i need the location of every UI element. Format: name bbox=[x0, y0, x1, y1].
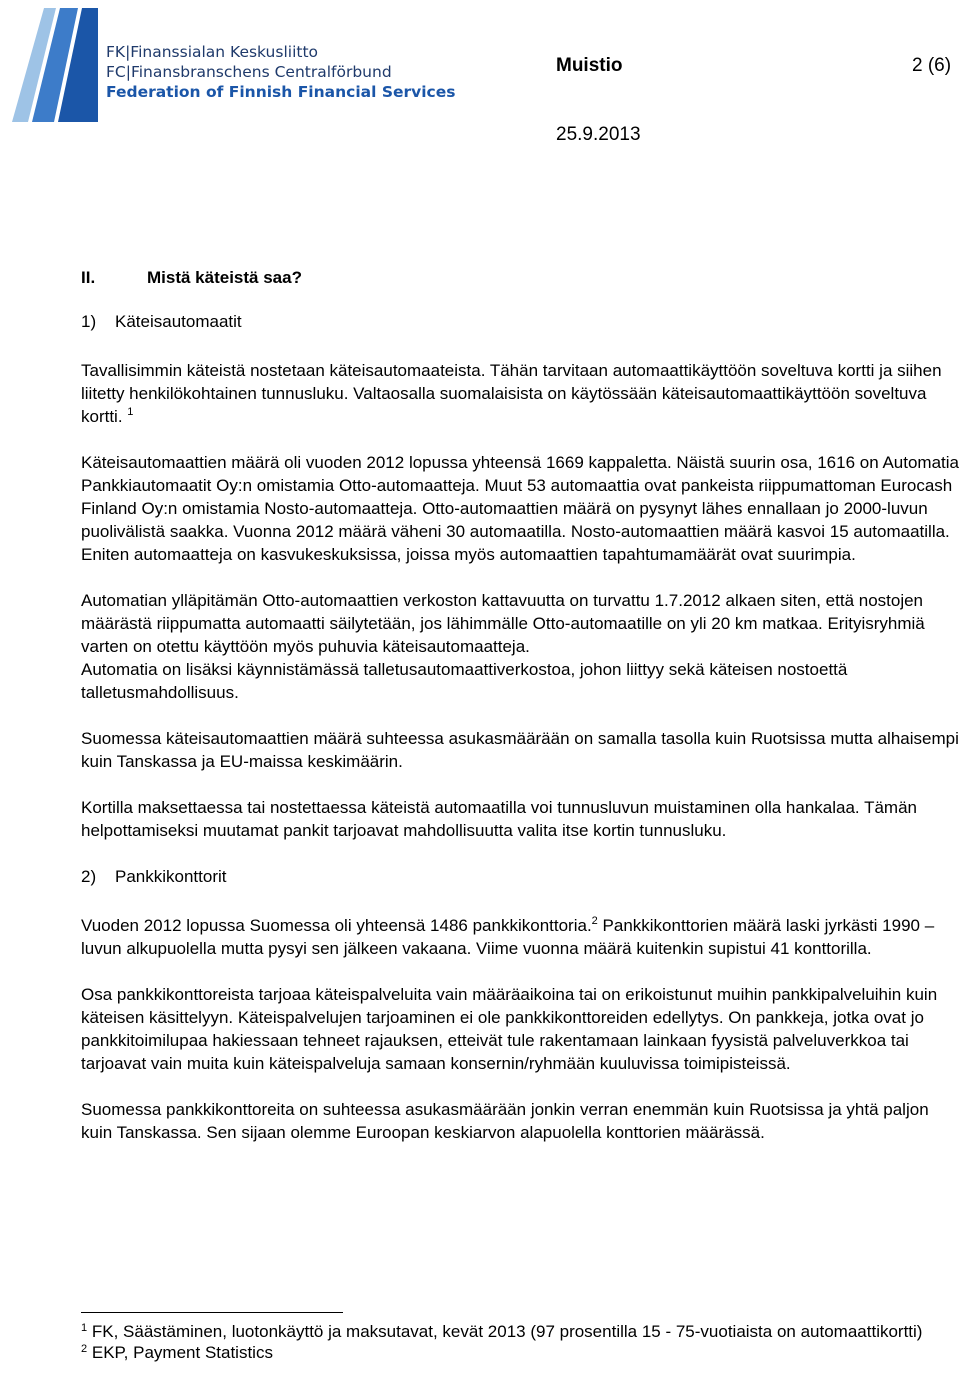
footnote-text: FK, Säästäminen, luotonkäyttö ja maksutavat, kevät 2013 (97 prosentilla 15 - 75-vuotiaista on automaattikortti) bbox=[91, 1322, 923, 1341]
footnotes bbox=[81, 1321, 941, 1363]
subsection-number: 2) bbox=[81, 867, 97, 886]
paragraph-text: Tavallisimmin käteistä nostetaan käteisautomaateista. Tähän tarvitaan automaattikäyttöön soveltuva kortti ja siihen liitetty henkilökohtainen tunnusluku. Valtaosalla suomalaisista on käytössään käteisautomaattikäyttöön soveltuva kortti. bbox=[81, 361, 942, 426]
section-title: Mistä käteistä saa? bbox=[147, 268, 302, 287]
paragraph: Automatian ylläpitämän Otto-automaattien verkoston kattavuutta on turvattu 1.7.2012 alkaen siten, että nostojen määrästä riippumatta automaatti säilytetään, jos lähimmälle Otto-automaatille on yli 20 km matkaa. Erityisryhmiä varten on otettu käyttöön myös puhuvia käteisautomaatteja. bbox=[81, 591, 925, 656]
org-name-swedish: FC|Finansbranschens Centralförbund bbox=[106, 63, 392, 81]
subsection-title: Pankkikonttorit bbox=[115, 867, 227, 886]
paragraph: Käteisautomaattien määrä oli vuoden 2012 lopussa yhteensä 1669 kappaletta. Näistä suurin osa, 1616 on Automatia Pankkiautomaatit Oy:n omistamia Otto-automaatteja. Muut 53 automaattia ovat pankeista riippumattoman Eurocash Finland Oy:n omistamia Nosto-automaatteja. Otto-automaattien määrä on pysynyt lähes ennallaan jo 2000-luvun puolivälistä saakka. Vuonna 2012 määrä väheni 30 automaatilla. Nosto-automaattien määrä kasvoi 15 automaatilla. Eniten automaatteja on kasvukeskuksissa, joissa myös automaattien tapahtumamäärät ovat suurimpia. bbox=[81, 453, 959, 564]
footnote-text: EKP, Payment Statistics bbox=[91, 1343, 273, 1362]
paragraph-text: Pankkikonttorien määrä laski jyrkästi 1990 –luvun alkupuolella mutta pysyi sen jälkeen vakaana. Viime vuonna määrä kuitenkin supistui 41 konttorilla. bbox=[81, 916, 935, 958]
document-body bbox=[81, 266, 960, 1144]
paragraph bbox=[81, 359, 960, 428]
footnote bbox=[81, 1321, 941, 1342]
subsection-number: 1) bbox=[81, 312, 97, 331]
paragraph: Osa pankkikonttoreista tarjoaa käteispalveluita vain määräaikoina tai on erikoistunut muihin pankkipalveluihin kuin käteisen käsittelyyn. Käteispalvelujen tarjoaminen ei ole pankkikonttoreiden edellytys. On pankkeja, jotka ovat jo pankkitoimilupaa hakiessaan tehneet rajauksen, etteivät tule rakentamaan lainkaan fyysistä palveluverkkoa tai tarjoavat vain muita kuin käteispalveluja samaan konsernin/ryhmään kuuluvissa toimipisteissä. bbox=[81, 985, 938, 1073]
organization-name bbox=[106, 42, 455, 102]
fk-logo-icon bbox=[4, 6, 100, 124]
document-date: 25.9.2013 bbox=[556, 124, 641, 145]
paragraph: Automatia on lisäksi käynnistämässä talletusautomaattiverkostoa, johon liittyy sekä käteisen nostoettä talletusmahdollisuus. bbox=[81, 660, 848, 702]
document-type: Muistio bbox=[556, 55, 623, 76]
footnote-mark: 2 bbox=[81, 1343, 88, 1355]
footnote-mark: 1 bbox=[81, 1322, 88, 1334]
subsection-title: Käteisautomaatit bbox=[115, 312, 242, 331]
subsection-heading-branches bbox=[81, 865, 960, 888]
paragraph: Suomessa pankkikonttoreita on suhteessa asukasmäärään jonkin verran enemmän kuin Ruotsissa ja yhtä paljon kuin Tanskassa. Sen sijaan olemme Euroopan keskiarvon alapuolella konttorien määrässä. bbox=[81, 1100, 929, 1142]
section-heading bbox=[81, 266, 960, 289]
paragraph-text: Vuoden 2012 lopussa Suomessa oli yhteensä 1486 pankkikonttoria. bbox=[81, 916, 592, 935]
paragraph: Suomessa käteisautomaattien määrä suhteessa asukasmäärään on samalla tasolla kuin Ruotsissa mutta alhaisempi kuin Tanskassa ja EU-maissa keskimäärin. bbox=[81, 729, 959, 771]
footnote-divider bbox=[81, 1312, 343, 1313]
org-name-english: Federation of Finnish Financial Services bbox=[106, 83, 456, 101]
footnote-reference: 2 bbox=[591, 915, 598, 927]
footnote bbox=[81, 1342, 941, 1363]
subsection-heading-atms bbox=[81, 310, 960, 333]
org-name-finnish: FK|Finanssialan Keskusliitto bbox=[106, 43, 319, 61]
section-number: II. bbox=[81, 268, 96, 287]
footnote-reference: 1 bbox=[127, 406, 134, 418]
paragraph: Kortilla maksettaessa tai nostettaessa käteistä automaatilla voi tunnusluvun muistaminen olla hankalaa. Tämän helpottamiseksi muutamat pankit tarjoavat mahdollisuutta valita itse kortin tunnusluku. bbox=[81, 798, 917, 840]
page-number: 2 (6) bbox=[912, 55, 952, 76]
paragraph bbox=[81, 914, 960, 960]
